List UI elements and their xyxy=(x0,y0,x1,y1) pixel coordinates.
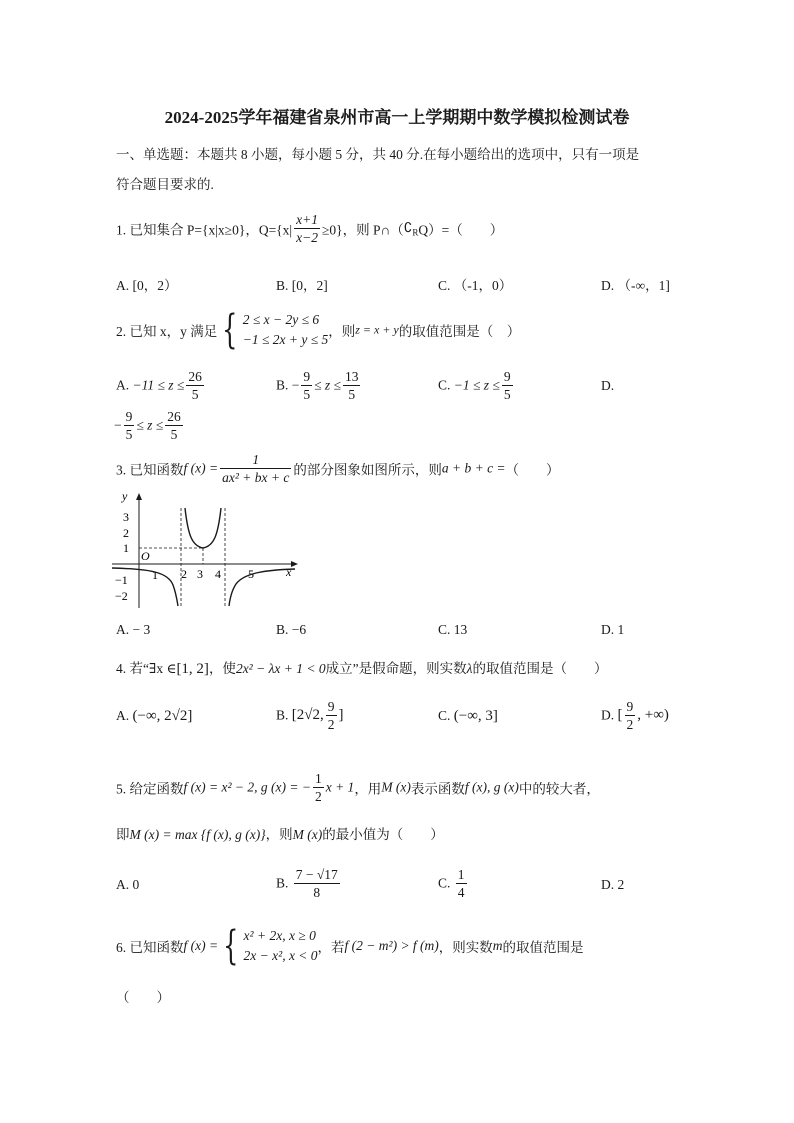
q5-line2-a: 即 xyxy=(116,827,130,842)
question-2-stem xyxy=(116,307,521,353)
q6-case1: x² + 2x, x ≥ 0 xyxy=(243,928,316,943)
q2-d-frac1: $\frac{9}{5}$ xyxy=(125,409,133,442)
graph-origin-label: O xyxy=(141,549,150,563)
q6-cases xyxy=(244,926,318,966)
q4-option-b xyxy=(276,698,344,733)
q6-brace: { xyxy=(223,923,239,969)
q6-fx: f (x) = xyxy=(183,938,219,953)
graph-y-tick-neg1: −1 xyxy=(115,573,128,587)
curve-middle-branch xyxy=(185,508,221,548)
graph-y-tick-3: 3 xyxy=(123,510,129,524)
q6-case2: 2x − x², x < 0 xyxy=(243,948,318,963)
q4-option-a xyxy=(116,708,192,725)
q2-option-c xyxy=(438,368,515,403)
q6-ineq: f (2 − m²) > f (m) xyxy=(344,938,439,953)
q2-option-b: B. − $\frac{9}{5}$ ≤ z ≤ $\frac{13}{5}$ xyxy=(276,369,359,402)
question-5-line1 xyxy=(116,770,600,805)
graph-x-arrow xyxy=(291,561,298,567)
q4-option-c xyxy=(438,708,498,725)
q2-b-frac1: $\frac{9}{5}$ xyxy=(303,369,311,402)
q5-fg: f (x), g (x) xyxy=(464,779,519,795)
q4-a-value: (−∞, 2√2] xyxy=(132,708,193,724)
q5-stem-b: ，用 xyxy=(354,781,382,797)
q4-interval: [1, 2] xyxy=(176,661,209,677)
q2-c-expr: −1 ≤ z ≤ xyxy=(453,377,500,393)
q4-b-post: ] xyxy=(338,707,344,723)
q6-m: m xyxy=(492,938,503,953)
q4-stem-d: 的取值范围是（ ） xyxy=(472,661,608,676)
graph-x-tick-1: 1 xyxy=(152,568,158,582)
graph-x-tick-2: 2 xyxy=(181,567,187,581)
q6-stem-c: ，则实数 xyxy=(438,940,493,955)
q4-option-d xyxy=(601,698,669,733)
q4-d-label: D. xyxy=(601,707,615,723)
graph-y-tick-2: 2 xyxy=(123,526,129,540)
q4-stem-c: 成立”是假命题，则实数 xyxy=(325,661,467,676)
q1-option-d: D. （-∞，1] xyxy=(601,278,670,293)
section-heading-line2: 符合题目要求的. xyxy=(116,177,214,192)
q2-d-frac2: $\frac{26}{5}$ xyxy=(167,409,181,442)
q3-stem-c: （ ） xyxy=(505,462,560,478)
q2-b-mid: ≤ z ≤ xyxy=(314,377,341,393)
q1-complement: ∁ xyxy=(403,219,413,235)
q4-a-label: A. xyxy=(116,708,130,723)
q2-b-frac2: $\frac{13}{5}$ xyxy=(344,369,359,402)
q2-a-label: A. xyxy=(116,377,130,393)
q2-stem-a: 2. 已知 x，y 满足 xyxy=(116,324,218,339)
q4-d-pre: [ xyxy=(617,707,623,723)
graph-x-tick-3: 3 xyxy=(197,567,203,581)
q1-option-a: A. [0，2） xyxy=(116,278,178,293)
q2-option-d: − $\frac{9}{5}$ ≤ z ≤ $\frac{26}{5}$ xyxy=(114,409,181,442)
q5-b-label: B. xyxy=(276,875,289,891)
q3-stem-a: 3. 已知函数 xyxy=(116,462,184,478)
q2-c-frac: $\frac{9}{5}$ xyxy=(503,369,511,402)
graph-y-label: y xyxy=(122,490,128,503)
q2-option-d-label: D. xyxy=(601,378,615,393)
q5-expr-a: f (x) = x² − 2, g (x) = − xyxy=(183,779,311,795)
q5-option-b xyxy=(276,866,342,901)
question-1-stem xyxy=(116,211,503,246)
q5-option-d: D. 2 xyxy=(601,877,625,892)
q5-option-a: A. 0 xyxy=(116,877,140,892)
graph-x-tick-4: 4 xyxy=(215,567,221,581)
q4-b-pre: [2√2, xyxy=(291,707,324,723)
q3-function-graph xyxy=(110,490,300,610)
q5-mx: M (x) xyxy=(381,779,411,795)
q1-fraction: $\frac{x+1}{x-2}$ xyxy=(296,212,318,245)
q2-c-label: C. xyxy=(438,377,451,393)
q4-stem-b: ，使 xyxy=(208,661,236,676)
q2-a-frac: $\frac{26}{5}$ xyxy=(188,369,202,402)
q4-c-label: C. xyxy=(438,708,451,723)
q2-stem-c: 的取值范围是（ ） xyxy=(398,324,521,339)
q5-line2-c: 的最小值为（ ） xyxy=(322,827,444,842)
question-4-stem xyxy=(116,657,608,678)
q3-option-b: B. −6 xyxy=(276,622,307,637)
q3-fx: f (x) = xyxy=(183,460,219,476)
q5-option-c xyxy=(438,866,469,901)
q5-b-frac: $\frac{7 - √17}{8}$ xyxy=(295,867,338,900)
q2-system-line1: 2 ≤ x − 2y ≤ 6 xyxy=(242,312,320,327)
graph-y-tick-neg2: −2 xyxy=(115,589,128,603)
q3-stem-b: 的部分图象如图所示，则 xyxy=(293,462,442,478)
q2-system-line2: −1 ≤ 2x + y ≤ 5 xyxy=(242,332,329,347)
question-6-stem xyxy=(116,923,584,969)
q1-stem-a: 1. 已知集合 P={x|x≥0}，Q={x| xyxy=(116,222,293,238)
graph-y-arrow xyxy=(136,493,142,500)
page-title: 2024-2025学年福建省泉州市高一上学期期中数学模拟检测试卷 xyxy=(164,108,630,127)
q4-lambda: λ xyxy=(466,661,473,676)
q3-expr: a + b + c = xyxy=(441,460,506,476)
q6-stem-a: 6. 已知函数 xyxy=(116,940,184,955)
q3-option-a: A. − 3 xyxy=(116,622,151,637)
q5-line2-mx: M (x) xyxy=(292,827,323,842)
q6-stem-b: ，若 xyxy=(317,940,345,955)
question-3-stem xyxy=(116,451,560,486)
section-heading-line1: 一、单选题：本题共 8 小题，每小题 5 分，共 40 分.在每小题给出的选项中，只有一项是 xyxy=(116,147,640,162)
q1-option-c: C. （-1，0） xyxy=(438,278,513,293)
q5-line2-b: ，则 xyxy=(265,827,293,842)
q4-c-value: (−∞, 3] xyxy=(453,708,498,724)
q6-stem-d: 的取值范围是 xyxy=(502,940,584,955)
q3-option-c: C. 13 xyxy=(438,622,468,637)
graph-x-label: x xyxy=(286,565,292,579)
q2-brace: { xyxy=(222,307,238,353)
q5-frac: $\frac{1}{2}$ xyxy=(314,771,322,804)
q2-system xyxy=(243,310,329,350)
q5-c-label: C. xyxy=(438,875,451,891)
q2-expr: z = x + y xyxy=(355,322,399,337)
q1-stem-c: Q）=（ ） xyxy=(418,222,504,238)
question-5-line2 xyxy=(116,823,444,843)
q5-expr-b: x + 1 xyxy=(325,779,355,795)
q4-ineq: 2x² − λx + 1 < 0 xyxy=(235,661,326,676)
q4-stem-a: 4. 若“∃x ∈ xyxy=(116,661,177,676)
q5-line2-expr: M (x) = max {f (x), g (x)} xyxy=(129,827,266,842)
q4-b-label: B. xyxy=(276,707,289,723)
q4-b-frac: $\frac{9}{2}$ xyxy=(327,699,335,732)
q2-b-label: B. xyxy=(276,377,289,393)
q6-answer-paren: （ ） xyxy=(116,990,170,1005)
q5-stem-d: 中的较大者， xyxy=(518,781,600,797)
q3-option-d: D. 1 xyxy=(601,622,625,637)
q4-d-post: , +∞) xyxy=(637,707,669,723)
q1-stem-b: ≥0}，则 P∩（ xyxy=(321,222,404,238)
q5-c-frac: $\frac{1}{4}$ xyxy=(457,867,465,900)
q4-d-frac: $\frac{9}{2}$ xyxy=(626,699,634,732)
q5-stem-c: 表示函数 xyxy=(410,781,465,797)
q2-stem-b: ，则 xyxy=(328,324,356,339)
q2-d-mid: ≤ z ≤ xyxy=(136,417,164,433)
graph-y-tick-1: 1 xyxy=(123,541,129,555)
graph-x-tick-5: 5 xyxy=(248,567,254,581)
q5-stem-a: 5. 给定函数 xyxy=(116,781,184,797)
q1-option-b: B. [0，2] xyxy=(276,278,328,293)
q2-a-expr: −11 ≤ z ≤ xyxy=(132,377,185,393)
q2-option-a xyxy=(116,368,206,403)
q3-frac: $\frac{1}{\text{ax² + bx + c}}$ xyxy=(222,452,290,485)
q1-complement-sub: R xyxy=(412,227,419,238)
